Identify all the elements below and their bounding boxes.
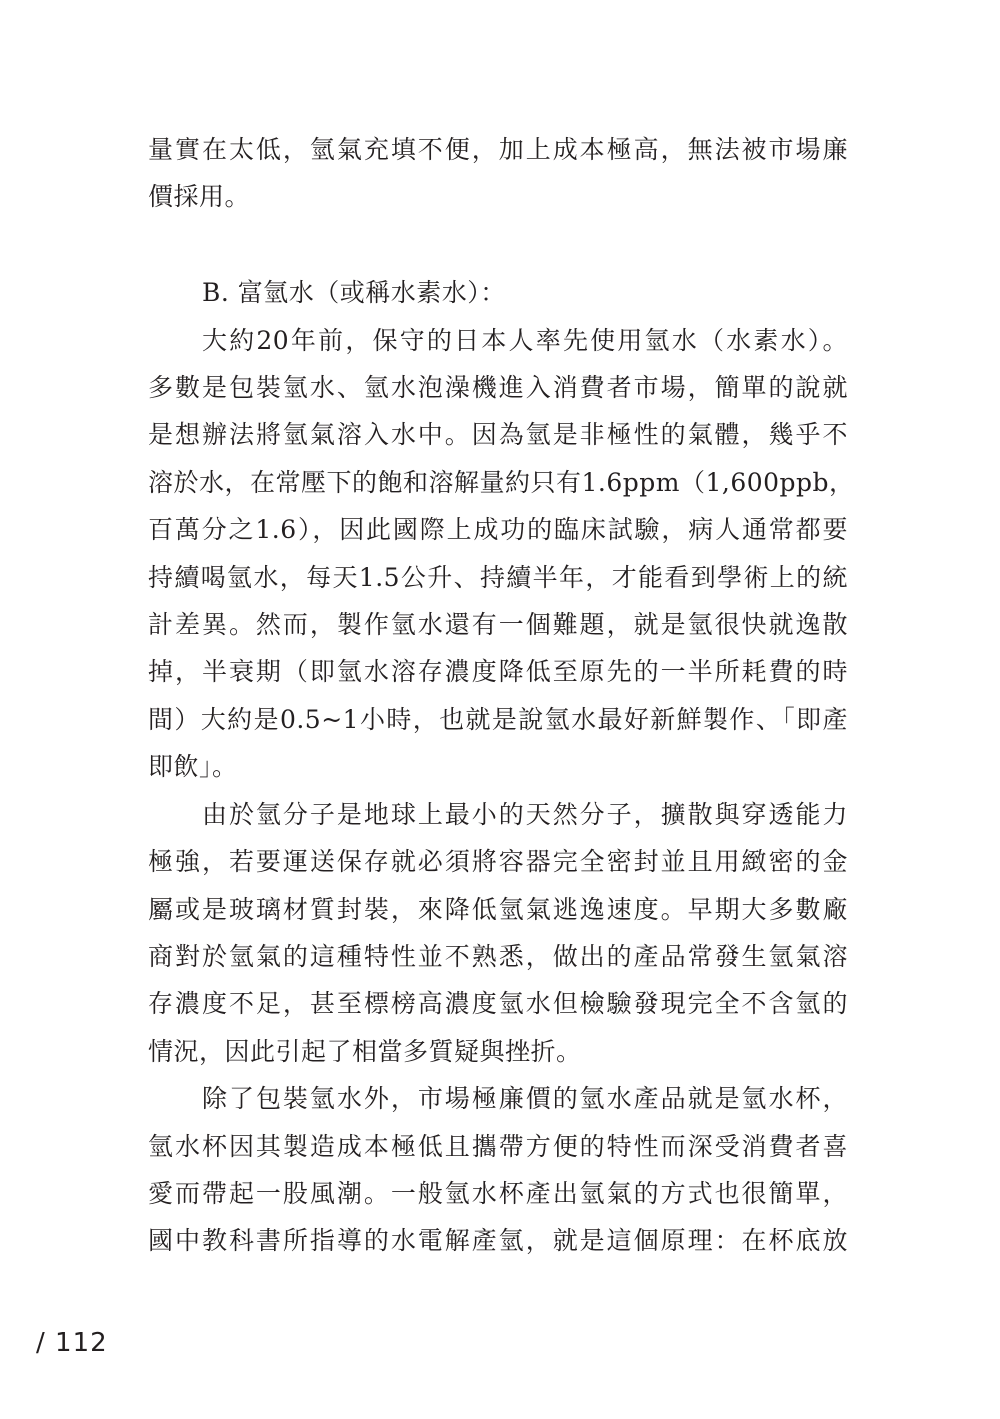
text-line: 量實在太低，氫氣充填不便，加上成本極高，無法被市場廉: [148, 135, 848, 164]
text-line: 即飲」。: [148, 752, 238, 781]
text-line: 是想辦法將氫氣溶入水中。因為氫是非極性的氣體，幾乎不: [148, 420, 848, 449]
text-line: 溶於水，在常壓下的飽和溶解量約只有1.6ppm（1,600ppb，: [148, 468, 855, 497]
text-line: 價採用。: [148, 182, 251, 211]
text-line: 百萬分之1.6），因此國際上成功的臨床試驗，病人通常都要: [148, 515, 848, 544]
text-line: 間）大約是0.5~1小時，也就是說氫水最好新鮮製作、「即產: [148, 705, 848, 734]
text-line: 愛而帶起一股風潮。一般氫水杯產出氫氣的方式也很簡單，: [148, 1179, 848, 1208]
text-line: 多數是包裝氫水、氫水泡澡機進入消費者市場，簡單的說就: [148, 373, 848, 402]
page-number: / 112: [36, 1328, 108, 1358]
text-line: 屬或是玻璃材質封裝，來降低氫氣逃逸速度。早期大多數廠: [148, 895, 848, 924]
text-line: 氫水杯因其製造成本極低且攜帶方便的特性而深受消費者喜: [148, 1132, 848, 1161]
text-line: 持續喝氫水，每天1.5公升、持續半年，才能看到學術上的統: [148, 563, 848, 592]
text-line: 極強，若要運送保存就必須將容器完全密封並且用緻密的金: [148, 847, 848, 876]
text-line: 存濃度不足，甚至標榜高濃度氫水但檢驗發現完全不含氫的: [148, 989, 848, 1018]
text-line: 國中教科書所指導的水電解產氫，就是這個原理：在杯底放: [148, 1226, 848, 1255]
text-line: 掉，半衰期（即氫水溶存濃度降低至原先的一半所耗費的時: [148, 657, 848, 686]
text-line: 由於氫分子是地球上最小的天然分子，擴散與穿透能力: [202, 800, 848, 829]
text-line: 情況，因此引起了相當多質疑與挫折。: [148, 1037, 582, 1066]
text-line: 商對於氫氣的這種特性並不熟悉，做出的產品常發生氫氣溶: [148, 942, 848, 971]
text-line: 計差異。然而，製作氫水還有一個難題，就是氫很快就逸散: [148, 610, 848, 639]
text-line: 大約20年前，保守的日本人率先使用氫水（水素水）。: [202, 326, 848, 355]
section-heading: B. 富氫水（或稱水素水）：: [202, 278, 506, 307]
text-line: 除了包裝氫水外，市場極廉價的氫水產品就是氫水杯，: [202, 1084, 848, 1113]
